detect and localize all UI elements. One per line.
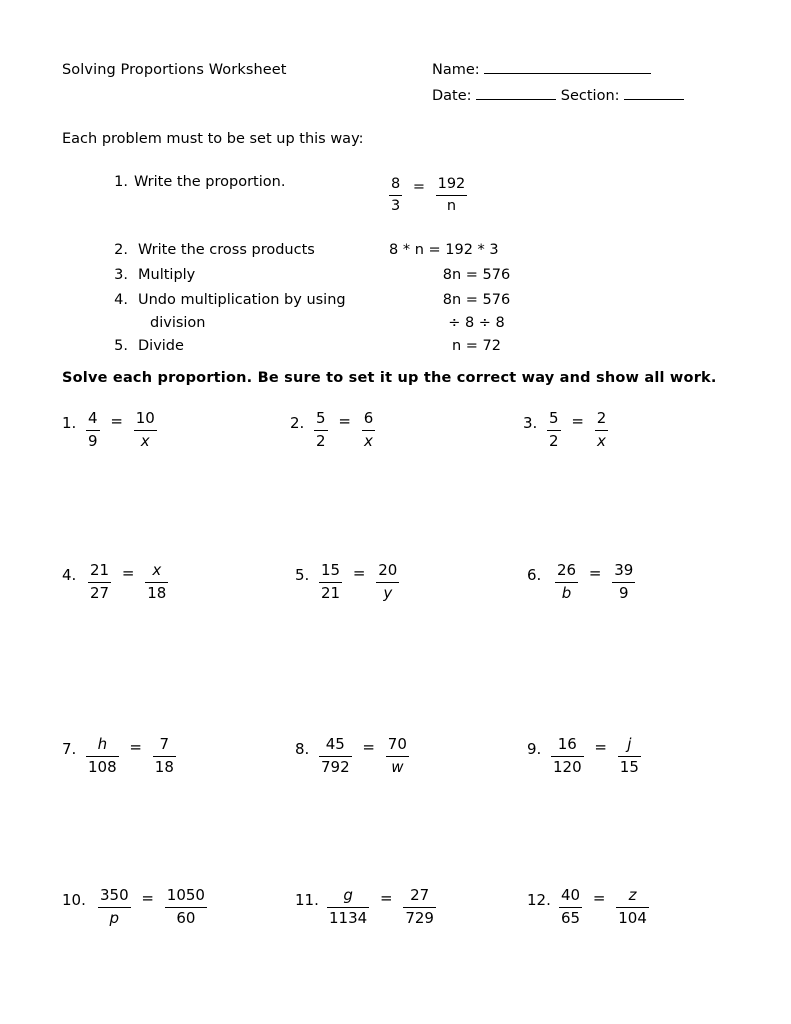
problem-6-label: 6.	[527, 566, 542, 584]
problem-9-equals: =	[594, 738, 607, 757]
problem-3-denominator-left: 2	[549, 431, 559, 450]
step-4-number: 4.	[114, 292, 128, 308]
step-1-number: 1.	[114, 174, 128, 190]
page-title: Solving Proportions Worksheet	[62, 62, 287, 78]
problem-10-numerator-left: 350	[98, 885, 131, 908]
step-1-numerator-left: 8	[389, 174, 402, 196]
problem-8-numerator-left: 45	[319, 734, 352, 757]
step-5-expression: n = 72	[451, 338, 501, 354]
problem-2-numerator-right: 6	[362, 408, 376, 431]
step-5-text: Divide	[138, 338, 184, 354]
problem-2-label: 2.	[290, 414, 305, 432]
problem-1-denominator-left: 9	[88, 431, 98, 450]
problem-7-denominator-right: 18	[154, 757, 174, 776]
problem-10-fraction-right	[165, 885, 207, 930]
intro-text: Each problem must to be set up this way:	[62, 131, 364, 147]
step-1-numerator-right: 192	[436, 174, 468, 196]
problem-11-denominator-right: 729	[405, 908, 434, 927]
problem-4-denominator-left: 27	[90, 583, 110, 602]
problem-11-label: 11.	[295, 891, 319, 909]
step-2-number: 2.	[114, 242, 128, 258]
date-label: Date:	[432, 88, 472, 104]
problem-12-equals: =	[592, 889, 606, 908]
step-1-denominator-right: n	[446, 198, 457, 215]
problem-3-equation	[547, 408, 608, 453]
problem-7-label: 7.	[62, 740, 77, 758]
problem-9-equation	[551, 734, 641, 779]
problem-5-label: 5.	[295, 566, 310, 584]
step-5-number: 5.	[114, 338, 128, 354]
problem-6-denominator-right: 9	[619, 583, 629, 602]
problem-6-numerator-right: 39	[612, 560, 635, 583]
problem-1-fraction-right	[134, 408, 157, 453]
problem-3-denominator-right: x	[597, 431, 606, 450]
problem-2-fraction-left	[314, 408, 328, 453]
problem-7-equation	[86, 734, 176, 779]
problem-10-denominator-right: 60	[176, 908, 196, 927]
problem-6-fraction-left	[555, 560, 578, 605]
problem-5-numerator-left: 15	[319, 560, 342, 583]
problem-2-equation	[314, 408, 375, 453]
problem-1-denominator-right: x	[140, 431, 150, 450]
problem-12-equation	[559, 885, 649, 930]
problem-10-denominator-left: p	[109, 908, 120, 927]
problem-12-denominator-left: 65	[561, 908, 581, 927]
step-1-text: Write the proportion.	[134, 174, 286, 190]
problem-4-fraction-left	[88, 560, 111, 605]
step-2-text: Write the cross products	[138, 242, 315, 258]
problem-2-equals: =	[338, 412, 351, 431]
problem-8-label: 8.	[295, 740, 310, 758]
problem-1-equals: =	[110, 412, 123, 431]
step-1-equals: =	[412, 178, 425, 195]
date-blank[interactable]	[476, 99, 556, 100]
problem-3-fraction-right	[595, 408, 609, 453]
problem-7-numerator-right: 7	[153, 734, 176, 757]
problem-1-label: 1.	[62, 414, 77, 432]
problem-10-equals: =	[141, 889, 154, 908]
problem-7-numerator-left: h	[86, 734, 119, 757]
problem-9-fraction-left	[551, 734, 584, 779]
problem-7-equals: =	[129, 738, 142, 757]
problem-9-denominator-left: 120	[553, 757, 582, 776]
problem-6-fraction-right	[612, 560, 635, 605]
problem-5-fraction-left	[319, 560, 342, 605]
problem-4-numerator-left: 21	[88, 560, 111, 583]
step-4-expression: 8n = 576	[442, 292, 511, 308]
problem-5-fraction-right	[376, 560, 399, 605]
problem-10-fraction-left	[98, 885, 131, 930]
section-blank[interactable]	[624, 99, 684, 100]
problem-9-denominator-right: 15	[619, 757, 639, 776]
problem-6-equals: =	[588, 564, 602, 583]
problem-11-denominator-left: 1134	[329, 908, 368, 927]
name-field-line	[432, 62, 651, 78]
problem-4-numerator-right: x	[145, 560, 168, 583]
problem-8-fraction-right	[386, 734, 409, 779]
problem-10-numerator-right: 1050	[165, 885, 207, 908]
problem-10-equation	[98, 885, 207, 930]
step-4-text: Undo multiplication by using	[138, 292, 346, 308]
problem-4-label: 4.	[62, 566, 77, 584]
problem-11-fraction-left	[327, 885, 369, 930]
step-2-expression: 8 * n = 192 * 3	[389, 242, 499, 258]
problem-11-numerator-right: 27	[403, 885, 436, 908]
problem-9-numerator-left: 16	[551, 734, 584, 757]
problem-11-fraction-right	[403, 885, 436, 930]
section-label: Section:	[560, 88, 620, 104]
problem-7-fraction-right	[153, 734, 176, 779]
problem-3-fraction-left	[547, 408, 561, 453]
problem-12-numerator-right: z	[616, 885, 649, 908]
problem-5-equals: =	[352, 564, 366, 583]
problem-6-denominator-left: b	[561, 583, 572, 602]
step-1-expression	[389, 174, 467, 217]
problem-5-equation	[319, 560, 399, 605]
problem-8-numerator-right: 70	[386, 734, 409, 757]
problem-4-equation	[88, 560, 168, 605]
problem-3-equals: =	[571, 412, 584, 431]
problem-9-label: 9.	[527, 740, 542, 758]
problem-5-numerator-right: 20	[376, 560, 399, 583]
problem-4-fraction-right	[145, 560, 168, 605]
problem-11-equation	[327, 885, 436, 930]
problem-12-label: 12.	[527, 891, 551, 909]
name-blank[interactable]	[484, 73, 651, 74]
problem-2-denominator-left: 2	[316, 431, 326, 450]
problem-2-fraction-right	[362, 408, 376, 453]
problem-12-denominator-right: 104	[618, 908, 647, 927]
problem-7-fraction-left	[86, 734, 119, 779]
problem-12-fraction-left	[559, 885, 582, 930]
problem-2-numerator-left: 5	[314, 408, 328, 431]
problem-7-denominator-left: 108	[88, 757, 117, 776]
problem-3-numerator-left: 5	[547, 408, 561, 431]
problem-8-equals: =	[362, 738, 375, 757]
problem-12-fraction-right	[616, 885, 649, 930]
problem-1-numerator-right: 10	[134, 408, 157, 431]
problem-5-denominator-left: 21	[321, 583, 341, 602]
problem-8-denominator-left: 792	[321, 757, 350, 776]
problem-4-equals: =	[121, 564, 135, 583]
problem-9-numerator-right: j	[618, 734, 641, 757]
problem-6-equation	[555, 560, 635, 605]
problem-8-equation	[319, 734, 409, 779]
problem-4-denominator-right: 18	[147, 583, 167, 602]
problem-3-label: 3.	[523, 414, 538, 432]
problem-1-equation	[86, 408, 157, 453]
problem-12-numerator-left: 40	[559, 885, 582, 908]
problem-1-fraction-left	[86, 408, 100, 453]
problem-5-denominator-right: y	[383, 583, 393, 602]
step-3-text: Multiply	[138, 267, 196, 283]
step-4-expression-continued: ÷ 8 ÷ 8	[448, 315, 505, 331]
problem-11-numerator-left: g	[327, 885, 369, 908]
problem-2-denominator-right: x	[364, 431, 373, 450]
problem-10-label: 10.	[62, 891, 86, 909]
step-4-text-continued: division	[150, 315, 206, 331]
problem-9-fraction-right	[618, 734, 641, 779]
problem-8-denominator-right: w	[391, 757, 404, 776]
step-1-fraction-left	[389, 174, 402, 217]
step-3-number: 3.	[114, 267, 128, 283]
problem-6-numerator-left: 26	[555, 560, 578, 583]
name-label: Name:	[432, 62, 480, 78]
date-section-line	[432, 88, 684, 104]
step-3-expression: 8n = 576	[442, 267, 511, 283]
problem-3-numerator-right: 2	[595, 408, 609, 431]
problem-11-equals: =	[379, 889, 393, 908]
instruction-text: Solve each proportion. Be sure to set it up the correct way and show all work.	[62, 370, 717, 386]
step-1-fraction-right	[436, 174, 468, 217]
problem-1-numerator-left: 4	[86, 408, 100, 431]
step-1-denominator-left: 3	[391, 198, 401, 215]
problem-8-fraction-left	[319, 734, 352, 779]
